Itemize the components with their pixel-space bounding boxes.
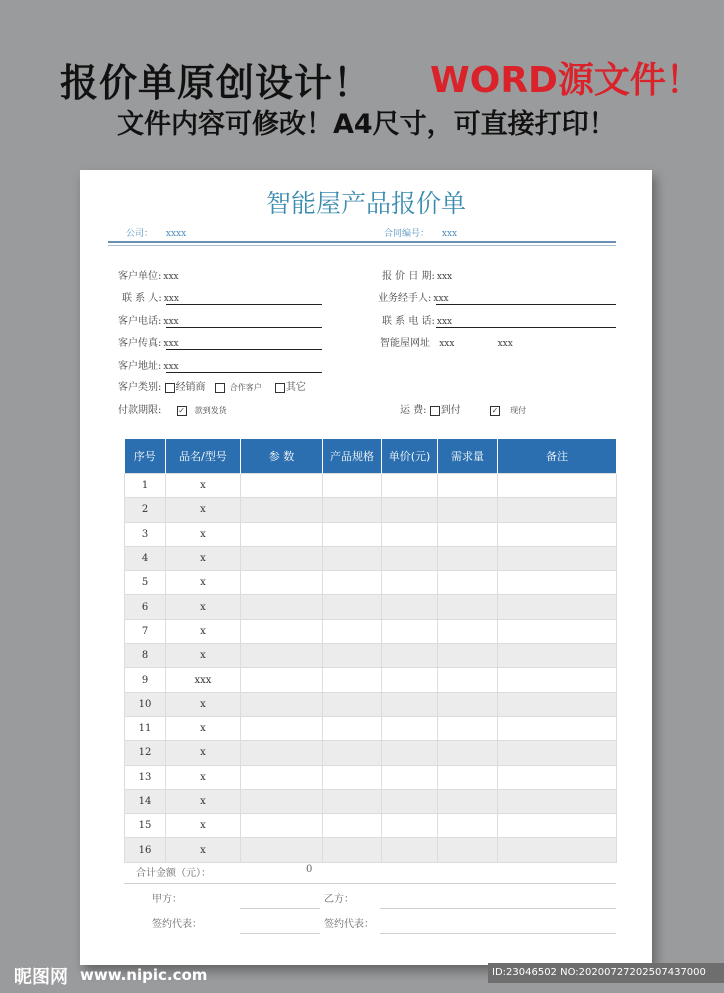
partner-label: 合作客户	[229, 383, 262, 392]
row-number: 5	[125, 571, 166, 595]
table-row	[125, 546, 617, 570]
row-price[interactable]	[382, 644, 438, 668]
quote-date-label: 报 价 日 期:	[382, 271, 435, 282]
row-params[interactable]	[241, 692, 323, 716]
company-label: 公司：	[126, 229, 154, 239]
row-name[interactable]: x	[166, 814, 241, 838]
row-number: 9	[125, 668, 166, 692]
watermark-url: www.nipic.com	[80, 966, 208, 984]
table-row	[125, 765, 617, 789]
row-price[interactable]	[382, 668, 438, 692]
row-number: 12	[125, 741, 166, 765]
col-header-name: 品名/型号	[166, 439, 241, 474]
row-spec[interactable]	[323, 474, 382, 498]
table-row	[125, 838, 617, 862]
row-name[interactable]: x	[166, 546, 241, 570]
contact-phone-underline	[436, 327, 616, 328]
row-spec[interactable]	[323, 595, 382, 619]
row-qty[interactable]	[438, 546, 498, 570]
row-note[interactable]	[498, 595, 617, 619]
row-name[interactable]: x	[166, 595, 241, 619]
total-value[interactable]: 0	[306, 864, 313, 875]
rep-b-line	[380, 933, 616, 934]
row-spec[interactable]	[323, 522, 382, 546]
row-spec[interactable]	[323, 571, 382, 595]
manager-value[interactable]: xxx	[433, 294, 449, 304]
row-name[interactable]: x	[166, 765, 241, 789]
row-spec[interactable]	[323, 789, 382, 813]
table-row	[125, 644, 617, 668]
row-params[interactable]	[241, 789, 323, 813]
row-note[interactable]	[498, 644, 617, 668]
quote-date-field[interactable]	[382, 267, 452, 282]
row-qty[interactable]	[438, 522, 498, 546]
row-number: 16	[125, 838, 166, 862]
table-row	[125, 789, 617, 813]
row-number: 1	[125, 474, 166, 498]
row-name[interactable]: x	[166, 474, 241, 498]
manager-field[interactable]	[378, 289, 449, 304]
banner-line1-red: WORD源文件！	[430, 60, 702, 101]
row-spec[interactable]	[323, 498, 382, 522]
contact-phone-label: 联 系 电 话:	[382, 316, 435, 327]
row-name[interactable]: xxx	[166, 668, 241, 692]
document-title: 智能屋产品报价单	[265, 189, 466, 218]
col-header-qty: 需求量	[438, 439, 498, 474]
table-row	[125, 716, 617, 740]
row-number: 6	[125, 595, 166, 619]
other-checkbox[interactable]	[275, 383, 285, 393]
row-name[interactable]: x	[166, 789, 241, 813]
total-rule	[124, 883, 616, 884]
row-qty[interactable]	[438, 765, 498, 789]
client-address-label: 客户地址:	[118, 361, 162, 372]
row-note[interactable]	[498, 789, 617, 813]
client-type-label: 客户类别:	[118, 382, 162, 393]
row-name[interactable]: x	[166, 522, 241, 546]
row-spec[interactable]	[323, 546, 382, 570]
table-row	[125, 692, 617, 716]
col-header-price: 单价(元)	[382, 439, 438, 474]
row-name[interactable]: x	[166, 838, 241, 862]
party-b-line	[380, 908, 616, 909]
col-header-params: 参 数	[241, 439, 323, 474]
row-name[interactable]: x	[166, 692, 241, 716]
payment-term-field	[118, 401, 227, 416]
row-qty[interactable]	[438, 571, 498, 595]
table-row	[125, 668, 617, 692]
row-qty[interactable]	[438, 619, 498, 643]
row-params[interactable]	[241, 716, 323, 740]
row-note[interactable]	[498, 619, 617, 643]
row-qty[interactable]	[438, 644, 498, 668]
dealer-checkbox[interactable]	[165, 383, 175, 393]
header-rule	[108, 241, 616, 243]
client-fax-field[interactable]	[118, 334, 179, 349]
contact-field[interactable]	[122, 289, 179, 304]
contact-underline	[166, 304, 322, 305]
party-b-label: 乙方：	[324, 894, 354, 905]
row-params[interactable]	[241, 741, 323, 765]
row-spec[interactable]	[323, 644, 382, 668]
client-unit-value[interactable]: xxx	[163, 272, 179, 282]
table-row	[125, 595, 617, 619]
table-row	[125, 814, 617, 838]
watermark-logo: 昵图网	[14, 967, 68, 988]
watermark-id: ID:23046502 NO:20200727202507437000	[488, 963, 724, 983]
payment-term-label: 付款期限:	[118, 405, 162, 416]
row-note[interactable]	[498, 741, 617, 765]
row-number: 2	[125, 498, 166, 522]
row-spec[interactable]	[323, 741, 382, 765]
row-params[interactable]	[241, 571, 323, 595]
row-qty[interactable]	[438, 595, 498, 619]
other-label: 其它	[285, 382, 306, 393]
header-rule-thin	[108, 245, 616, 246]
row-number: 8	[125, 644, 166, 668]
quote-sheet	[80, 170, 652, 965]
row-name[interactable]: x	[166, 619, 241, 643]
col-header-note: 备注	[498, 439, 617, 474]
client-phone-field[interactable]	[118, 312, 179, 327]
manager-label: 业务经手人:	[378, 293, 432, 304]
row-number: 15	[125, 814, 166, 838]
row-number: 3	[125, 522, 166, 546]
table-row	[125, 498, 617, 522]
row-name[interactable]: x	[166, 498, 241, 522]
client-address-field[interactable]	[118, 357, 179, 372]
row-name[interactable]: x	[166, 716, 241, 740]
row-params[interactable]	[241, 619, 323, 643]
dealer-label: 经销商	[175, 382, 206, 393]
rep-a-line	[240, 933, 320, 934]
row-qty[interactable]	[438, 814, 498, 838]
row-note[interactable]	[498, 765, 617, 789]
row-name[interactable]: x	[166, 644, 241, 668]
row-price[interactable]	[382, 716, 438, 740]
row-params[interactable]	[241, 765, 323, 789]
row-qty[interactable]	[438, 789, 498, 813]
row-name[interactable]: x	[166, 571, 241, 595]
row-number: 13	[125, 765, 166, 789]
client-fax-underline	[166, 349, 322, 350]
row-price[interactable]	[382, 619, 438, 643]
row-spec[interactable]	[323, 716, 382, 740]
payment-prepaid-checkbox[interactable]: ✓	[178, 405, 185, 415]
row-note[interactable]	[498, 546, 617, 570]
row-number: 11	[125, 716, 166, 740]
client-type-field	[118, 378, 306, 393]
row-number: 10	[125, 692, 166, 716]
row-params[interactable]	[241, 546, 323, 570]
row-params[interactable]	[241, 498, 323, 522]
client-phone-underline	[166, 327, 322, 328]
shipping-prepaid-label: 现付	[510, 406, 527, 415]
table-row	[125, 522, 617, 546]
row-price[interactable]	[382, 546, 438, 570]
company-value[interactable]: xxxx	[165, 229, 187, 239]
shipping-collect-checkbox[interactable]	[430, 406, 440, 416]
row-price[interactable]	[382, 522, 438, 546]
row-number: 14	[125, 789, 166, 813]
client-fax-value[interactable]: xxx	[163, 339, 179, 349]
row-spec[interactable]	[323, 814, 382, 838]
contact-phone-field[interactable]	[382, 312, 452, 327]
client-unit-label: 客户单位:	[118, 271, 162, 282]
quote-table	[124, 439, 617, 863]
row-qty[interactable]	[438, 716, 498, 740]
contact-label: 联 系 人:	[122, 293, 162, 304]
banner-line1: 报价单原创设计！	[60, 61, 373, 105]
contract-value[interactable]: xxx	[441, 229, 458, 239]
row-note[interactable]	[498, 474, 617, 498]
row-price[interactable]	[382, 474, 438, 498]
row-qty[interactable]	[438, 838, 498, 862]
row-params[interactable]	[241, 474, 323, 498]
row-price[interactable]	[382, 838, 438, 862]
shipping-collect-label: 到付	[440, 405, 461, 416]
shipping-field	[400, 401, 526, 416]
table-header-row	[125, 439, 617, 474]
row-price[interactable]	[382, 814, 438, 838]
row-spec[interactable]	[323, 619, 382, 643]
rep-b-label: 签约代表：	[324, 919, 374, 930]
row-number: 4	[125, 546, 166, 570]
contact-phone-value[interactable]: xxx	[436, 317, 453, 327]
manager-underline	[436, 304, 616, 305]
contract-label: 合同编号：	[384, 229, 430, 239]
row-price[interactable]	[382, 595, 438, 619]
row-price[interactable]	[382, 692, 438, 716]
client-unit-field[interactable]	[118, 267, 179, 282]
row-qty[interactable]	[438, 498, 498, 522]
total-label: 合计金额（元）：	[136, 868, 211, 879]
row-note[interactable]	[498, 571, 617, 595]
row-params[interactable]	[241, 668, 323, 692]
party-a-line	[240, 908, 320, 909]
row-note[interactable]	[498, 692, 617, 716]
row-price[interactable]	[382, 765, 438, 789]
company-field	[126, 226, 186, 239]
partner-checkbox[interactable]	[215, 383, 225, 393]
row-price[interactable]	[382, 741, 438, 765]
row-params[interactable]	[241, 814, 323, 838]
row-params[interactable]	[241, 838, 323, 862]
row-spec[interactable]	[323, 692, 382, 716]
banner-line2: 文件内容可修改！A4尺寸，可直接打印！	[117, 109, 616, 140]
client-phone-label: 客户电话:	[118, 316, 162, 327]
col-header-no: 序号	[125, 439, 166, 474]
website-value-2[interactable]: xxx	[497, 339, 513, 349]
contact-value[interactable]: xxx	[163, 294, 179, 304]
row-note[interactable]	[498, 668, 617, 692]
row-note[interactable]	[498, 814, 617, 838]
client-address-underline	[166, 372, 322, 373]
row-price[interactable]	[382, 498, 438, 522]
website-label: 智能屋网址	[380, 338, 430, 349]
row-number: 7	[125, 619, 166, 643]
row-price[interactable]	[382, 571, 438, 595]
row-note[interactable]	[498, 498, 617, 522]
row-params[interactable]	[241, 595, 323, 619]
row-note[interactable]	[498, 838, 617, 862]
client-phone-value[interactable]: xxx	[163, 317, 179, 327]
payment-prepaid-label: 款到发货	[194, 406, 227, 415]
row-qty[interactable]	[438, 474, 498, 498]
col-header-spec: 产品规格	[323, 439, 382, 474]
row-qty[interactable]	[438, 692, 498, 716]
party-a-label: 甲方：	[152, 894, 182, 905]
shipping-prepaid-checkbox[interactable]: ✓	[491, 405, 499, 415]
row-spec[interactable]	[323, 765, 382, 789]
quote-date-value[interactable]: xxx	[436, 272, 453, 282]
contract-field	[384, 226, 457, 239]
website-value-1[interactable]: xxx	[439, 339, 455, 349]
table-row	[125, 474, 617, 498]
row-spec[interactable]	[323, 668, 382, 692]
table-row	[125, 571, 617, 595]
row-spec[interactable]	[323, 838, 382, 862]
row-qty[interactable]	[438, 668, 498, 692]
rep-a-label: 签约代表：	[152, 919, 202, 930]
client-fax-label: 客户传真:	[118, 338, 162, 349]
shipping-label: 运 费:	[400, 405, 427, 416]
row-name[interactable]: x	[166, 741, 241, 765]
row-note[interactable]	[498, 716, 617, 740]
website-field	[380, 334, 513, 349]
row-price[interactable]	[382, 789, 438, 813]
row-qty[interactable]	[438, 741, 498, 765]
client-address-value[interactable]: xxx	[163, 362, 179, 372]
row-params[interactable]	[241, 644, 323, 668]
table-row	[125, 619, 617, 643]
table-row	[125, 741, 617, 765]
row-params[interactable]	[241, 522, 323, 546]
row-note[interactable]	[498, 522, 617, 546]
